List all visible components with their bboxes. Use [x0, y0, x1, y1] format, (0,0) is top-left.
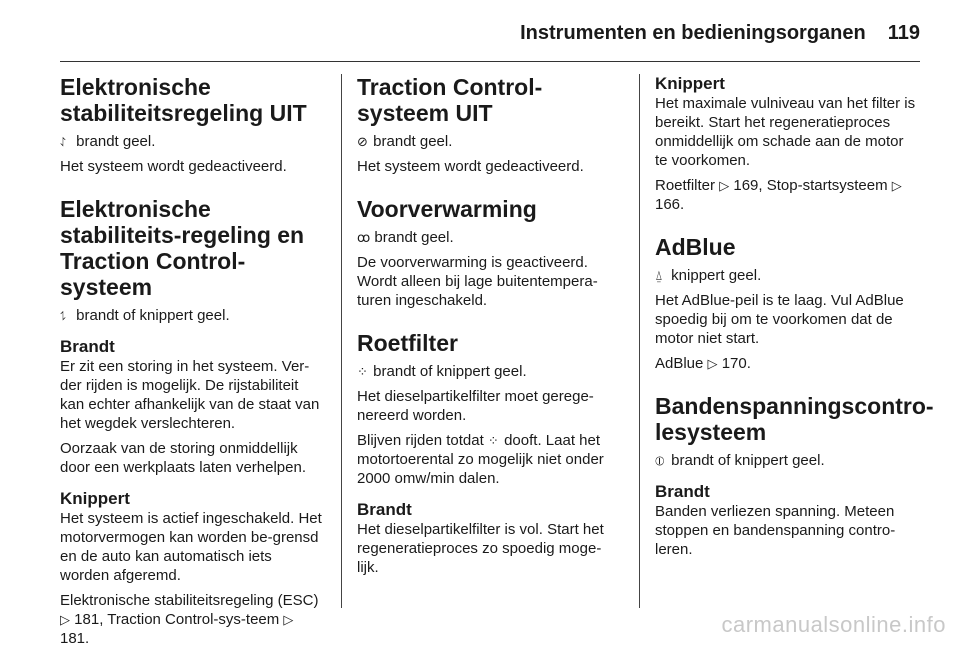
subheading-brandt: Brandt — [655, 482, 710, 501]
column-2 — [357, 74, 619, 577]
heading-esc-tc: Elektronische stabiliteits-regeling en Traction Control-systeem — [60, 196, 305, 300]
esc-warning-icon: ⥍ — [60, 308, 67, 323]
tpms-status: ⦶ brandt of knippert geel. — [655, 452, 825, 469]
adblue-status: ⍙ knippert geel. — [655, 267, 762, 284]
subheading-knippert: Knippert — [60, 489, 130, 508]
filter-description: Het dieselpartikelfilter moet gerege-nereerd worden. — [357, 388, 594, 424]
tc-off-description: Het systeem wordt gedeactiveerd. — [357, 158, 584, 175]
heading-tc-off: Traction Control-systeem UIT — [357, 74, 543, 126]
brandt-text-2: Oorzaak van de storing onmiddellijk door een werkplaats laten verhelpen. — [60, 440, 306, 476]
esc-reference: Elektronische stabiliteitsregeling (ESC) ▷ 181, Traction Control-sys-teem ▷ 181. — [60, 592, 319, 647]
adblue-description: Het AdBlue-peil is te laag. Vul AdBlue spoedig bij om te voorkomen dat de motor niet start. — [655, 292, 904, 347]
subheading-brandt: Brandt — [357, 500, 412, 519]
adblue-icon: ⍙ — [655, 268, 663, 283]
tc-off-warning-icon: ⊘ — [357, 134, 368, 149]
preheat-description: De voorverwarming is geactiveerd. Wordt alleen bij lage buitentempera-turen ingeschakeld. — [357, 254, 598, 309]
tc-off-status: ⊘ brandt geel. — [357, 133, 453, 150]
page-number: 119 — [887, 21, 920, 44]
heading-esc-off: Elektronische stabiliteitsregeling UIT — [60, 74, 307, 126]
esc-off-warning-icon: ⥌ — [60, 134, 67, 149]
esc-tc-status: ⥍ brandt of knippert geel. — [60, 307, 230, 324]
heading-filter: Roetfilter — [357, 330, 458, 356]
adblue-reference: AdBlue ▷ 170. — [655, 355, 751, 372]
header-title: Instrumenten en bedieningsorganen — [520, 21, 866, 44]
page-header — [60, 14, 920, 52]
heading-adblue: AdBlue — [655, 234, 736, 260]
filter-knippert-text: Het maximale vulniveau van het filter is bereikt. Start het regeneratieproces onmiddellijk om schade aan de motor te voorkomen. — [655, 95, 916, 169]
filter-reference: Roetfilter ▷ 169, Stop-startsysteem ▷ 166. — [655, 177, 902, 213]
heading-tpms: Bandenspanningscontro-lesysteem — [655, 393, 934, 445]
column-1 — [60, 74, 322, 648]
particle-filter-icon: ⁘ — [487, 433, 499, 448]
tire-pressure-icon: ⦶ — [655, 453, 665, 468]
subheading-brandt: Brandt — [60, 337, 115, 356]
glow-plug-icon: ꝏ — [357, 230, 371, 245]
heading-preheat: Voorverwarming — [357, 196, 537, 222]
esc-off-description: Het systeem wordt gedeactiveerd. — [60, 158, 287, 175]
filter-brandt-text: Het dieselpartikelfilter is vol. Start het regeneratieproces zo spoedig moge-lijk. — [357, 521, 604, 576]
filter-status: ⁘ brandt of knippert geel. — [357, 363, 527, 380]
page-ref-icon: ▷ — [60, 612, 70, 627]
page-ref-icon: ▷ — [707, 356, 718, 371]
page-ref-icon: ▷ — [891, 178, 902, 193]
page-ref-icon: ▷ — [283, 612, 294, 627]
filter-drive-instruction: Blijven rijden totdat ⁘ dooft. Laat het motortoerental zo mogelijk niet onder 2000 omw/min dalen. — [357, 432, 604, 487]
brandt-text: Er zit een storing in het systeem. Ver-der rijden is mogelijk. De rijstabiliteit kan echter afhankelijk van de staat van het wegdek verslechteren. — [60, 358, 320, 432]
watermark: carmanualsonline.info — [721, 612, 946, 637]
header-divider — [60, 61, 920, 62]
column-3 — [655, 74, 934, 559]
particle-filter-icon: ⁘ — [357, 364, 368, 379]
page-ref-icon: ▷ — [719, 178, 730, 193]
column-divider-2 — [639, 74, 640, 608]
tpms-brandt-text: Banden verliezen spanning. Meteen stoppen en bandenspanning contro-leren. — [655, 503, 896, 558]
esc-off-status: ⥌ brandt geel. — [60, 133, 156, 150]
column-divider-1 — [341, 74, 342, 608]
preheat-status: ꝏ brandt geel. — [357, 229, 454, 246]
knippert-text: Het systeem is actief ingeschakeld. Het motorvermogen kan worden be-grensd en de auto kan automatisch iets worden afgeremd. — [60, 510, 322, 584]
subheading-knippert: Knippert — [655, 74, 725, 93]
